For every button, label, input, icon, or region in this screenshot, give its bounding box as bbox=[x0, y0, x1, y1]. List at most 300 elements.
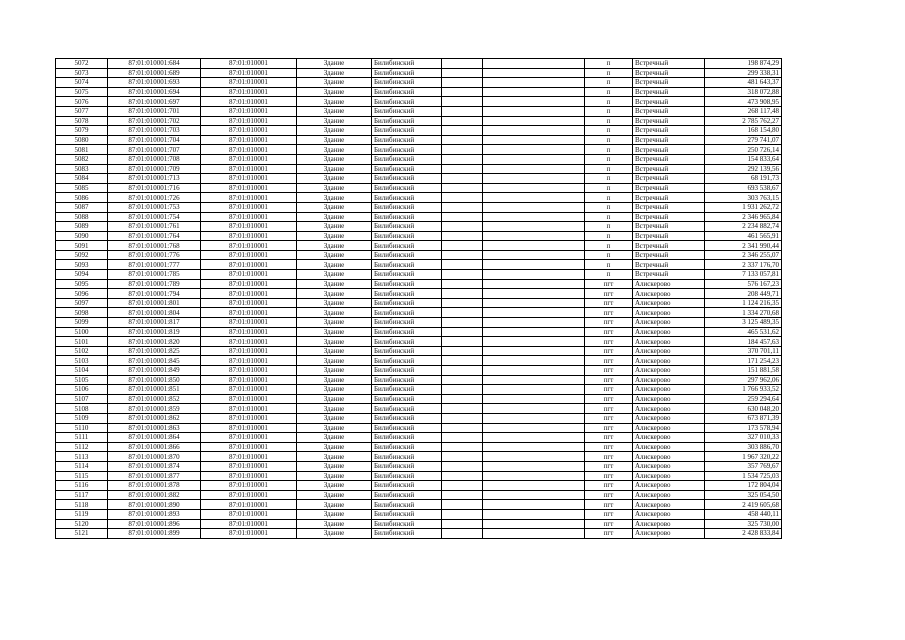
settlement-type: пгт bbox=[585, 308, 633, 318]
row-number: 5084 bbox=[56, 174, 108, 184]
empty-cell bbox=[483, 298, 585, 308]
settlement-name: Алискерово bbox=[633, 279, 705, 289]
cadastral-value: 208 449,71 bbox=[705, 289, 782, 299]
table-row bbox=[56, 97, 782, 107]
settlement-name: Алискерово bbox=[633, 461, 705, 471]
empty-cell bbox=[442, 327, 483, 337]
cadastral-number: 87:01:010001:896 bbox=[108, 519, 201, 529]
empty-cell bbox=[442, 241, 483, 251]
district: Билибинский bbox=[372, 327, 442, 337]
empty-cell bbox=[442, 68, 483, 78]
empty-cell bbox=[442, 250, 483, 260]
object-type: Здание bbox=[297, 366, 372, 376]
cadastral-quarter: 87:01:010001 bbox=[201, 529, 297, 539]
cadastral-value: 673 871,39 bbox=[705, 413, 782, 423]
settlement-type: пгт bbox=[585, 481, 633, 491]
settlement-type: п bbox=[585, 174, 633, 184]
object-type: Здание bbox=[297, 318, 372, 328]
settlement-name: Встречный bbox=[633, 145, 705, 155]
settlement-type: пгт bbox=[585, 337, 633, 347]
object-type: Здание bbox=[297, 346, 372, 356]
district: Билибинский bbox=[372, 145, 442, 155]
cadastral-value: 297 962,06 bbox=[705, 375, 782, 385]
table-row bbox=[56, 106, 782, 116]
row-number: 5087 bbox=[56, 202, 108, 212]
empty-cell bbox=[442, 212, 483, 222]
district: Билибинский bbox=[372, 509, 442, 519]
cadastral-number: 87:01:010001:817 bbox=[108, 318, 201, 328]
row-number: 5103 bbox=[56, 356, 108, 366]
cadastral-quarter: 87:01:010001 bbox=[201, 509, 297, 519]
object-type: Здание bbox=[297, 116, 372, 126]
settlement-name: Алискерово bbox=[633, 413, 705, 423]
cadastral-number: 87:01:010001:693 bbox=[108, 78, 201, 88]
cadastral-quarter: 87:01:010001 bbox=[201, 413, 297, 423]
row-number: 5075 bbox=[56, 87, 108, 97]
settlement-type: пгт bbox=[585, 490, 633, 500]
settlement-type: п bbox=[585, 154, 633, 164]
cadastral-number: 87:01:010001:890 bbox=[108, 500, 201, 510]
empty-cell bbox=[483, 442, 585, 452]
cadastral-quarter: 87:01:010001 bbox=[201, 289, 297, 299]
empty-cell bbox=[442, 231, 483, 241]
settlement-name: Алискерово bbox=[633, 375, 705, 385]
row-number: 5085 bbox=[56, 183, 108, 193]
empty-cell bbox=[442, 135, 483, 145]
district: Билибинский bbox=[372, 174, 442, 184]
district: Билибинский bbox=[372, 423, 442, 433]
empty-cell bbox=[483, 346, 585, 356]
cadastral-value: 2 428 833,84 bbox=[705, 529, 782, 539]
district: Билибинский bbox=[372, 481, 442, 491]
empty-cell bbox=[442, 509, 483, 519]
settlement-name: Встречный bbox=[633, 154, 705, 164]
cadastral-number: 87:01:010001:704 bbox=[108, 135, 201, 145]
object-type: Здание bbox=[297, 452, 372, 462]
cadastral-number: 87:01:010001:701 bbox=[108, 106, 201, 116]
settlement-type: п bbox=[585, 231, 633, 241]
settlement-name: Алискерово bbox=[633, 442, 705, 452]
cadastral-quarter: 87:01:010001 bbox=[201, 126, 297, 136]
object-type: Здание bbox=[297, 174, 372, 184]
row-number: 5114 bbox=[56, 461, 108, 471]
object-type: Здание bbox=[297, 212, 372, 222]
row-number: 5073 bbox=[56, 68, 108, 78]
cadastral-number: 87:01:010001:754 bbox=[108, 212, 201, 222]
settlement-name: Алискерово bbox=[633, 356, 705, 366]
empty-cell bbox=[442, 423, 483, 433]
cadastral-number: 87:01:010001:702 bbox=[108, 116, 201, 126]
cadastral-quarter: 87:01:010001 bbox=[201, 87, 297, 97]
cadastral-quarter: 87:01:010001 bbox=[201, 106, 297, 116]
row-number: 5102 bbox=[56, 346, 108, 356]
cadastral-value: 184 457,63 bbox=[705, 337, 782, 347]
cadastral-number: 87:01:010001:785 bbox=[108, 270, 201, 280]
empty-cell bbox=[442, 97, 483, 107]
empty-cell bbox=[483, 250, 585, 260]
table-row bbox=[56, 126, 782, 136]
settlement-name: Алискерово bbox=[633, 318, 705, 328]
table-row bbox=[56, 78, 782, 88]
cadastral-value: 7 133 057,81 bbox=[705, 270, 782, 280]
settlement-name: Алискерово bbox=[633, 289, 705, 299]
object-type: Здание bbox=[297, 308, 372, 318]
cadastral-number: 87:01:010001:893 bbox=[108, 509, 201, 519]
row-number: 5094 bbox=[56, 270, 108, 280]
table-row bbox=[56, 289, 782, 299]
settlement-type: пгт bbox=[585, 433, 633, 443]
cadastral-value: 268 117,48 bbox=[705, 106, 782, 116]
district: Билибинский bbox=[372, 78, 442, 88]
settlement-type: пгт bbox=[585, 366, 633, 376]
table-row bbox=[56, 318, 782, 328]
district: Билибинский bbox=[372, 279, 442, 289]
settlement-type: п bbox=[585, 164, 633, 174]
cadastral-quarter: 87:01:010001 bbox=[201, 279, 297, 289]
cadastral-quarter: 87:01:010001 bbox=[201, 442, 297, 452]
table-row bbox=[56, 500, 782, 510]
table-row bbox=[56, 433, 782, 443]
table-row bbox=[56, 327, 782, 337]
row-number: 5111 bbox=[56, 433, 108, 443]
empty-cell bbox=[483, 375, 585, 385]
table-row bbox=[56, 346, 782, 356]
object-type: Здание bbox=[297, 270, 372, 280]
empty-cell bbox=[442, 78, 483, 88]
empty-cell bbox=[442, 356, 483, 366]
empty-cell bbox=[483, 260, 585, 270]
district: Билибинский bbox=[372, 126, 442, 136]
district: Билибинский bbox=[372, 394, 442, 404]
empty-cell bbox=[483, 135, 585, 145]
table-row bbox=[56, 231, 782, 241]
empty-cell bbox=[483, 106, 585, 116]
empty-cell bbox=[442, 106, 483, 116]
settlement-type: п bbox=[585, 241, 633, 251]
table-row bbox=[56, 490, 782, 500]
cadastral-number: 87:01:010001:849 bbox=[108, 366, 201, 376]
table-row bbox=[56, 356, 782, 366]
table-row bbox=[56, 423, 782, 433]
empty-cell bbox=[483, 385, 585, 395]
empty-cell bbox=[483, 327, 585, 337]
empty-cell bbox=[483, 500, 585, 510]
cadastral-quarter: 87:01:010001 bbox=[201, 318, 297, 328]
cadastral-quarter: 87:01:010001 bbox=[201, 183, 297, 193]
cadastral-value: 630 048,20 bbox=[705, 404, 782, 414]
object-type: Здание bbox=[297, 461, 372, 471]
empty-cell bbox=[442, 404, 483, 414]
settlement-name: Алискерово bbox=[633, 529, 705, 539]
settlement-type: пгт bbox=[585, 289, 633, 299]
settlement-type: п bbox=[585, 78, 633, 88]
settlement-type: п bbox=[585, 87, 633, 97]
settlement-name: Алискерово bbox=[633, 404, 705, 414]
empty-cell bbox=[483, 59, 585, 69]
table-row bbox=[56, 519, 782, 529]
table-row bbox=[56, 241, 782, 251]
empty-cell bbox=[442, 116, 483, 126]
row-number: 5098 bbox=[56, 308, 108, 318]
district: Билибинский bbox=[372, 241, 442, 251]
object-type: Здание bbox=[297, 250, 372, 260]
settlement-name: Встречный bbox=[633, 164, 705, 174]
empty-cell bbox=[442, 308, 483, 318]
empty-cell bbox=[483, 174, 585, 184]
district: Билибинский bbox=[372, 222, 442, 232]
empty-cell bbox=[483, 394, 585, 404]
cadastral-number: 87:01:010001:709 bbox=[108, 164, 201, 174]
cadastral-value: 303 886,70 bbox=[705, 442, 782, 452]
cadastral-number: 87:01:010001:825 bbox=[108, 346, 201, 356]
empty-cell bbox=[483, 289, 585, 299]
cadastral-number: 87:01:010001:753 bbox=[108, 202, 201, 212]
empty-cell bbox=[483, 68, 585, 78]
settlement-type: п bbox=[585, 135, 633, 145]
district: Билибинский bbox=[372, 212, 442, 222]
district: Билибинский bbox=[372, 97, 442, 107]
cadastral-number: 87:01:010001:859 bbox=[108, 404, 201, 414]
settlement-type: п bbox=[585, 222, 633, 232]
empty-cell bbox=[442, 145, 483, 155]
empty-cell bbox=[442, 366, 483, 376]
empty-cell bbox=[442, 154, 483, 164]
row-number: 5121 bbox=[56, 529, 108, 539]
cadastral-number: 87:01:010001:864 bbox=[108, 433, 201, 443]
table-row bbox=[56, 509, 782, 519]
empty-cell bbox=[442, 279, 483, 289]
settlement-type: п bbox=[585, 212, 633, 222]
cadastral-quarter: 87:01:010001 bbox=[201, 375, 297, 385]
settlement-name: Встречный bbox=[633, 231, 705, 241]
district: Билибинский bbox=[372, 68, 442, 78]
cadastral-number: 87:01:010001:789 bbox=[108, 279, 201, 289]
table-row bbox=[56, 174, 782, 184]
cadastral-value: 357 769,67 bbox=[705, 461, 782, 471]
object-type: Здание bbox=[297, 433, 372, 443]
cadastral-quarter: 87:01:010001 bbox=[201, 202, 297, 212]
empty-cell bbox=[442, 452, 483, 462]
cadastral-number: 87:01:010001:899 bbox=[108, 529, 201, 539]
district: Билибинский bbox=[372, 135, 442, 145]
cadastral-quarter: 87:01:010001 bbox=[201, 471, 297, 481]
empty-cell bbox=[442, 394, 483, 404]
cadastral-number: 87:01:010001:684 bbox=[108, 59, 201, 69]
cadastral-value: 473 908,95 bbox=[705, 97, 782, 107]
object-type: Здание bbox=[297, 413, 372, 423]
empty-cell bbox=[442, 337, 483, 347]
row-number: 5120 bbox=[56, 519, 108, 529]
object-type: Здание bbox=[297, 164, 372, 174]
cadastral-value: 299 338,31 bbox=[705, 68, 782, 78]
object-type: Здание bbox=[297, 59, 372, 69]
settlement-type: п bbox=[585, 116, 633, 126]
row-number: 5109 bbox=[56, 413, 108, 423]
settlement-name: Встречный bbox=[633, 260, 705, 270]
cadastral-number: 87:01:010001:694 bbox=[108, 87, 201, 97]
district: Билибинский bbox=[372, 519, 442, 529]
settlement-type: пгт bbox=[585, 413, 633, 423]
district: Билибинский bbox=[372, 116, 442, 126]
empty-cell bbox=[442, 222, 483, 232]
table-row bbox=[56, 394, 782, 404]
object-type: Здание bbox=[297, 500, 372, 510]
cadastral-quarter: 87:01:010001 bbox=[201, 346, 297, 356]
table-row bbox=[56, 375, 782, 385]
cadastral-number: 87:01:010001:852 bbox=[108, 394, 201, 404]
cadastral-quarter: 87:01:010001 bbox=[201, 327, 297, 337]
empty-cell bbox=[483, 231, 585, 241]
settlement-name: Алискерово bbox=[633, 519, 705, 529]
empty-cell bbox=[483, 413, 585, 423]
cadastral-value: 2 785 762,27 bbox=[705, 116, 782, 126]
settlement-type: пгт bbox=[585, 442, 633, 452]
empty-cell bbox=[442, 164, 483, 174]
cadastral-value: 151 881,58 bbox=[705, 366, 782, 376]
row-number: 5118 bbox=[56, 500, 108, 510]
empty-cell bbox=[483, 452, 585, 462]
empty-cell bbox=[483, 461, 585, 471]
cadastral-value: 576 167,23 bbox=[705, 279, 782, 289]
row-number: 5072 bbox=[56, 59, 108, 69]
cadastral-number: 87:01:010001:863 bbox=[108, 423, 201, 433]
settlement-name: Встречный bbox=[633, 59, 705, 69]
district: Билибинский bbox=[372, 490, 442, 500]
row-number: 5091 bbox=[56, 241, 108, 251]
table-row bbox=[56, 270, 782, 280]
settlement-name: Алискерово bbox=[633, 490, 705, 500]
empty-cell bbox=[483, 183, 585, 193]
cadastral-value: 1 334 270,68 bbox=[705, 308, 782, 318]
row-number: 5115 bbox=[56, 471, 108, 481]
row-number: 5077 bbox=[56, 106, 108, 116]
empty-cell bbox=[442, 481, 483, 491]
empty-cell bbox=[483, 308, 585, 318]
cadastral-value: 2 419 605,68 bbox=[705, 500, 782, 510]
object-type: Здание bbox=[297, 289, 372, 299]
cadastral-number: 87:01:010001:776 bbox=[108, 250, 201, 260]
settlement-name: Алискерово bbox=[633, 423, 705, 433]
cadastral-quarter: 87:01:010001 bbox=[201, 260, 297, 270]
district: Билибинский bbox=[372, 59, 442, 69]
empty-cell bbox=[483, 481, 585, 491]
cadastral-number: 87:01:010001:726 bbox=[108, 193, 201, 203]
settlement-name: Алискерово bbox=[633, 394, 705, 404]
cadastral-quarter: 87:01:010001 bbox=[201, 231, 297, 241]
cadastral-value: 68 191,73 bbox=[705, 174, 782, 184]
district: Билибинский bbox=[372, 375, 442, 385]
district: Билибинский bbox=[372, 461, 442, 471]
empty-cell bbox=[483, 490, 585, 500]
object-type: Здание bbox=[297, 279, 372, 289]
cadastral-quarter: 87:01:010001 bbox=[201, 308, 297, 318]
settlement-type: пгт bbox=[585, 375, 633, 385]
object-type: Здание bbox=[297, 529, 372, 539]
object-type: Здание bbox=[297, 183, 372, 193]
settlement-name: Встречный bbox=[633, 106, 705, 116]
table-row bbox=[56, 212, 782, 222]
empty-cell bbox=[483, 78, 585, 88]
table-row bbox=[56, 413, 782, 423]
object-type: Здание bbox=[297, 154, 372, 164]
cadastral-quarter: 87:01:010001 bbox=[201, 164, 297, 174]
settlement-name: Встречный bbox=[633, 78, 705, 88]
settlement-name: Встречный bbox=[633, 87, 705, 97]
object-type: Здание bbox=[297, 97, 372, 107]
settlement-name: Алискерово bbox=[633, 337, 705, 347]
cadastral-number: 87:01:010001:874 bbox=[108, 461, 201, 471]
table-row bbox=[56, 279, 782, 289]
cadastral-number: 87:01:010001:713 bbox=[108, 174, 201, 184]
cadastral-number: 87:01:010001:878 bbox=[108, 481, 201, 491]
settlement-type: пгт bbox=[585, 452, 633, 462]
table-row bbox=[56, 298, 782, 308]
row-number: 5104 bbox=[56, 366, 108, 376]
cadastral-value: 172 804,04 bbox=[705, 481, 782, 491]
district: Билибинский bbox=[372, 164, 442, 174]
table-row bbox=[56, 471, 782, 481]
settlement-type: п bbox=[585, 97, 633, 107]
row-number: 5090 bbox=[56, 231, 108, 241]
cadastral-quarter: 87:01:010001 bbox=[201, 519, 297, 529]
empty-cell bbox=[483, 154, 585, 164]
district: Билибинский bbox=[372, 308, 442, 318]
object-type: Здание bbox=[297, 337, 372, 347]
cadastral-number: 87:01:010001:707 bbox=[108, 145, 201, 155]
settlement-name: Встречный bbox=[633, 116, 705, 126]
settlement-name: Встречный bbox=[633, 183, 705, 193]
table-row bbox=[56, 250, 782, 260]
empty-cell bbox=[483, 509, 585, 519]
cadastral-quarter: 87:01:010001 bbox=[201, 59, 297, 69]
cadastral-quarter: 87:01:010001 bbox=[201, 250, 297, 260]
cadastral-value: 1 534 725,03 bbox=[705, 471, 782, 481]
cadastral-value: 325 054,50 bbox=[705, 490, 782, 500]
settlement-name: Алискерово bbox=[633, 452, 705, 462]
row-number: 5105 bbox=[56, 375, 108, 385]
settlement-name: Встречный bbox=[633, 135, 705, 145]
settlement-name: Встречный bbox=[633, 68, 705, 78]
district: Билибинский bbox=[372, 404, 442, 414]
cadastral-number: 87:01:010001:708 bbox=[108, 154, 201, 164]
settlement-type: п bbox=[585, 59, 633, 69]
empty-cell bbox=[442, 442, 483, 452]
cadastral-value: 1 931 262,72 bbox=[705, 202, 782, 212]
cadastral-value: 279 741,07 bbox=[705, 135, 782, 145]
cadastral-value: 327 010,33 bbox=[705, 433, 782, 443]
table-row bbox=[56, 145, 782, 155]
cadastral-number: 87:01:010001:882 bbox=[108, 490, 201, 500]
object-type: Здание bbox=[297, 260, 372, 270]
table-row bbox=[56, 193, 782, 203]
object-type: Здание bbox=[297, 481, 372, 491]
empty-cell bbox=[442, 183, 483, 193]
district: Билибинский bbox=[372, 471, 442, 481]
table-row bbox=[56, 59, 782, 69]
cadastral-quarter: 87:01:010001 bbox=[201, 78, 297, 88]
empty-cell bbox=[442, 375, 483, 385]
object-type: Здание bbox=[297, 241, 372, 251]
cadastral-quarter: 87:01:010001 bbox=[201, 193, 297, 203]
settlement-type: п bbox=[585, 260, 633, 270]
row-number: 5095 bbox=[56, 279, 108, 289]
object-type: Здание bbox=[297, 490, 372, 500]
row-number: 5100 bbox=[56, 327, 108, 337]
object-type: Здание bbox=[297, 106, 372, 116]
cadastral-value: 318 072,88 bbox=[705, 87, 782, 97]
settlement-type: пгт bbox=[585, 385, 633, 395]
row-number: 5080 bbox=[56, 135, 108, 145]
